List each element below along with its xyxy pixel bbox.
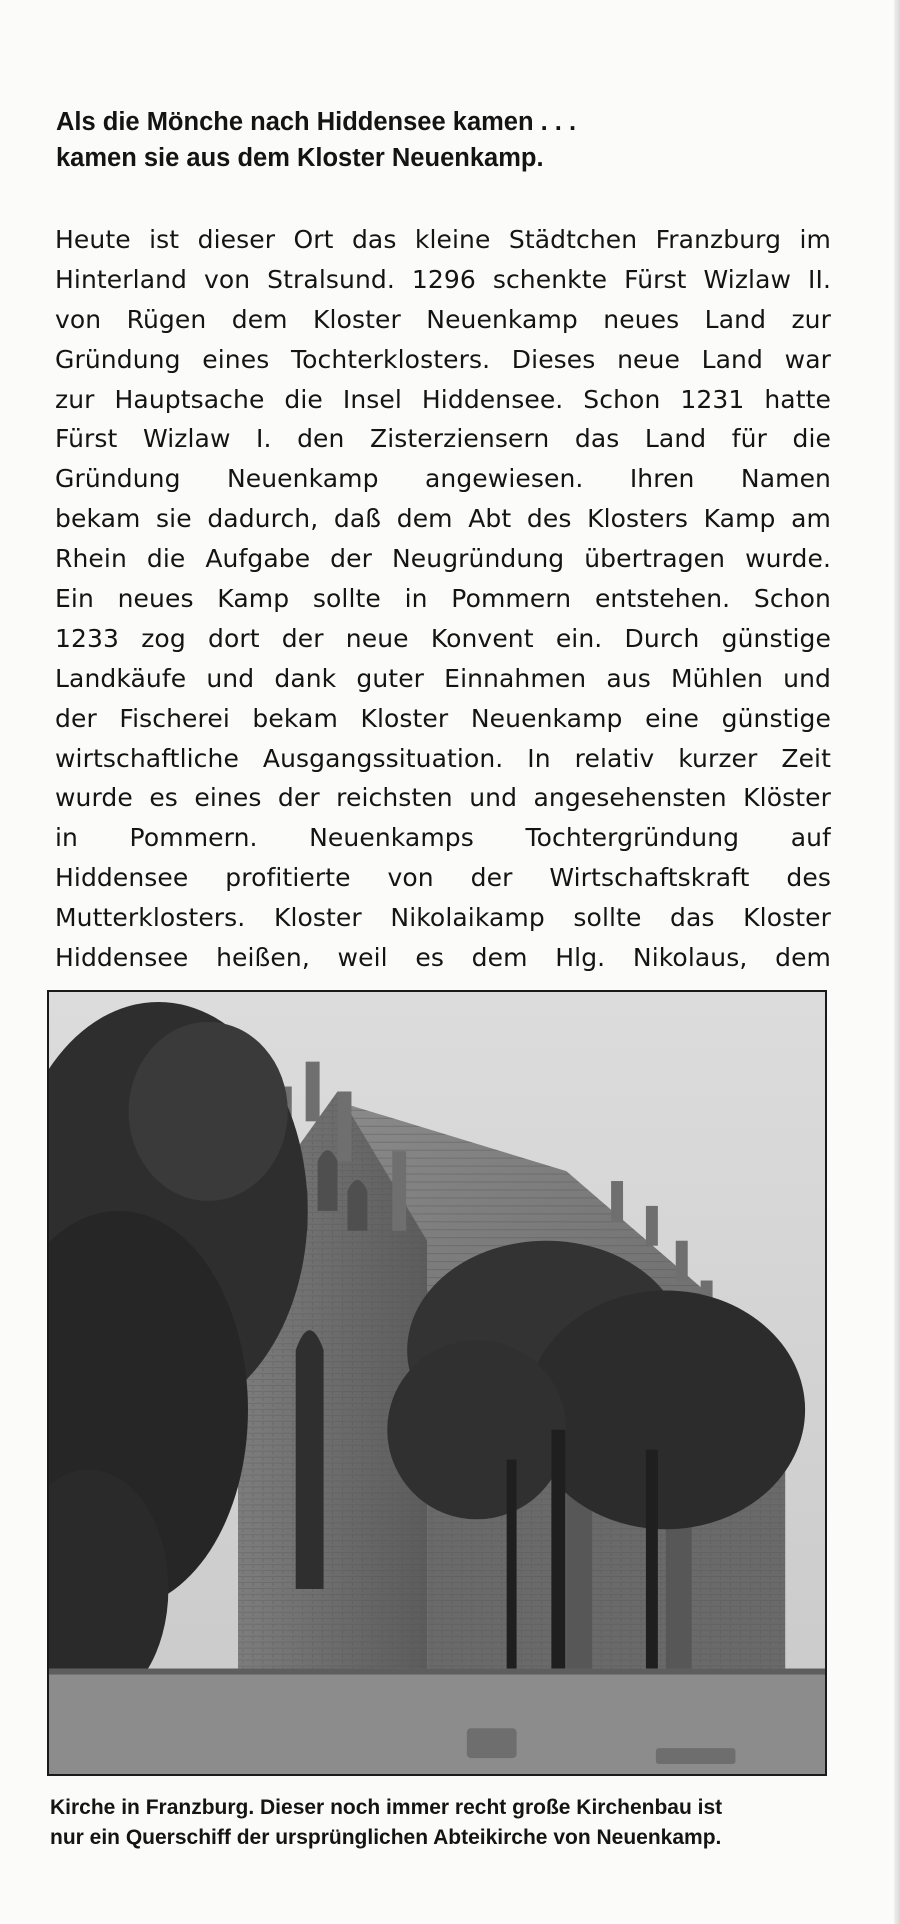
body-line: zur Hauptsache die Insel Hiddensee. Schon 1231 hatte bbox=[55, 384, 831, 414]
body-line: Hinterland von Stralsund. 1296 schenkte Fürst Wizlaw II. bbox=[55, 264, 831, 294]
body-line: wirtschaftliche Ausgangssituation. In relativ kurzer Zeit bbox=[55, 743, 831, 773]
body-line: von Rügen dem Kloster Neuenkamp neues Land zur bbox=[55, 304, 831, 334]
body-line: Gründung eines Tochterklosters. Dieses neue Land war bbox=[55, 344, 831, 374]
photo-caption bbox=[50, 1793, 834, 1853]
body-line: Fürst Wizlaw I. den Zisterziensern das Land für die bbox=[55, 424, 831, 454]
body-line: 1233 zog dort der neue Konvent ein. Durch günstige bbox=[55, 623, 831, 653]
heading-line-1: Als die Mönche nach Hiddensee kamen . . . bbox=[56, 108, 577, 136]
caption-line-2: nur ein Querschiff der ursprünglichen Abteikirche von Neuenkamp. bbox=[50, 1826, 722, 1849]
body-paragraph bbox=[55, 220, 831, 978]
body-line: bekam sie dadurch, daß dem Abt des Klosters Kamp am bbox=[55, 504, 831, 534]
body-line: Landkäufe und dank guter Einnahmen aus Mühlen und bbox=[55, 663, 831, 693]
body-line: Mutterklosters. Kloster Nikolaikamp sollte das Kloster bbox=[55, 903, 831, 933]
body-line: Hiddensee heißen, weil es dem Hlg. Nikolaus, dem bbox=[55, 943, 831, 973]
body-line: Ein neues Kamp sollte in Pommern entstehen. Schon bbox=[55, 584, 831, 614]
caption-line-1: Kirche in Franzburg. Dieser noch immer recht große Kirchenbau ist bbox=[50, 1796, 723, 1819]
body-line: in Pommern. Neuenkamps Tochtergründung auf bbox=[55, 823, 831, 853]
church-photo bbox=[47, 990, 827, 1776]
page-edge bbox=[894, 0, 900, 1924]
body-line: Heute ist dieser Ort das kleine Städtchen Franzburg im bbox=[55, 225, 831, 254]
body-line: Hiddensee profitierte von der Wirtschaftskraft des bbox=[55, 863, 831, 893]
body-line: Rhein die Aufgabe der Neugründung übertragen wurde. bbox=[55, 544, 831, 574]
section-heading bbox=[56, 104, 846, 176]
body-line: Gründung Neuenkamp angewiesen. Ihren Namen bbox=[55, 464, 831, 494]
body-line: wurde es eines der reichsten und angesehensten Klöster bbox=[55, 783, 831, 813]
heading-line-2: kamen sie aus dem Kloster Neuenkamp. bbox=[56, 144, 544, 172]
church-photo-illustration bbox=[49, 992, 825, 1774]
body-line: der Fischerei bekam Kloster Neuenkamp eine günstige bbox=[55, 703, 831, 733]
